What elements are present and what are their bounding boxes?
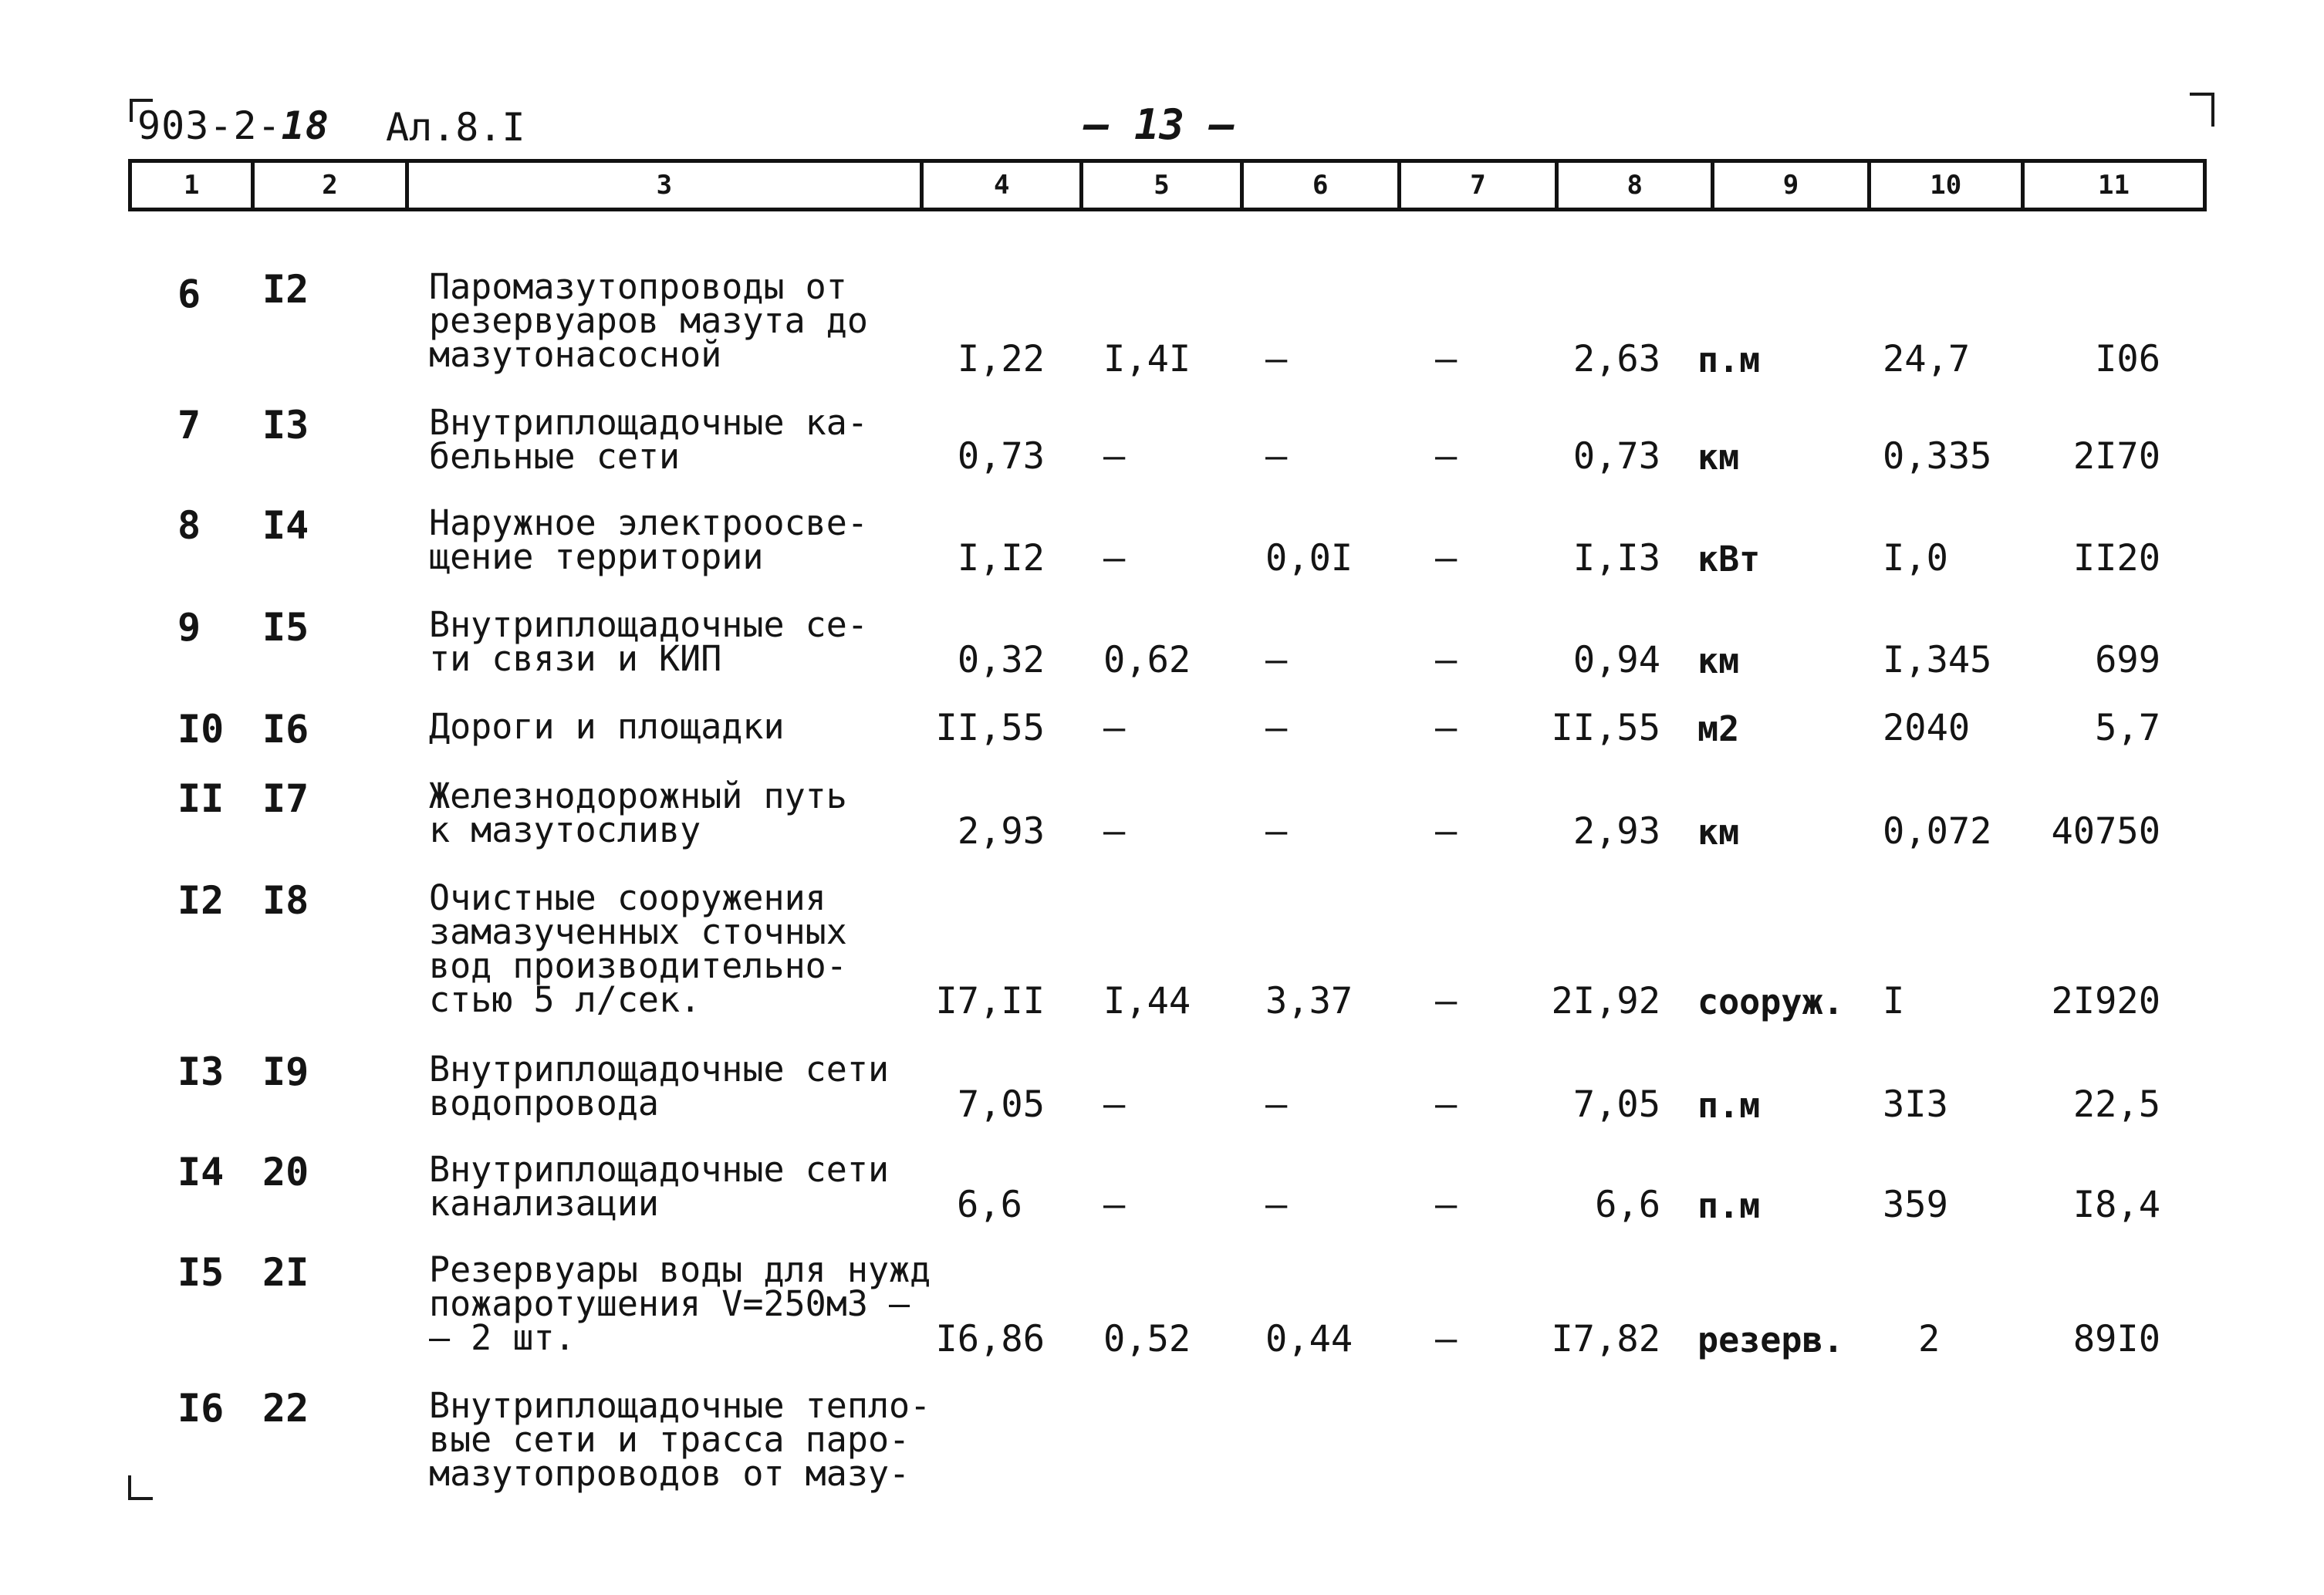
- column-header-10: 10: [1871, 163, 2025, 208]
- row-number: I4: [177, 1150, 225, 1195]
- row-value-col8: 6,6: [1595, 1184, 1660, 1226]
- row-value-col7: –: [1435, 639, 1458, 681]
- row-value-col6: –: [1265, 639, 1288, 681]
- row-value-col7: –: [1435, 435, 1458, 478]
- row-unit: км: [1697, 812, 1740, 853]
- row-value-col6: –: [1265, 435, 1288, 478]
- row-code: I7: [262, 776, 309, 821]
- row-value-col8: I,I3: [1572, 537, 1660, 580]
- row-value-col7: –: [1435, 1318, 1458, 1360]
- row-value-col11: 40750: [2051, 810, 2160, 853]
- row-value-col10: 2040: [1883, 707, 1971, 749]
- row-unit: п.м: [1697, 340, 1761, 380]
- row-description: Внутриплощадочные сети водопровода: [429, 1049, 890, 1124]
- document-code-prefix: 903-2-: [137, 103, 282, 148]
- row-value-col10: 0,335: [1883, 435, 1992, 478]
- row-description: Железнодорожный путь к мазутосливу: [429, 776, 847, 850]
- row-unit: м2: [1697, 708, 1740, 749]
- row-value-col6: 0,0I: [1265, 537, 1353, 580]
- row-value-col11: 2I70: [2072, 435, 2160, 478]
- row-value-col4: 0,32: [957, 639, 1045, 681]
- column-header-8: 8: [1559, 163, 1714, 208]
- row-value-col5: 0,52: [1103, 1318, 1191, 1360]
- row-description: Очистные сооружения замазученных сточных вод производительно- стью 5 л/сек.: [429, 877, 847, 1020]
- row-value-col6: –: [1265, 810, 1288, 853]
- row-description: Дороги и площадки: [429, 706, 785, 747]
- row-number: I0: [177, 707, 225, 752]
- column-header-5: 5: [1083, 163, 1243, 208]
- row-value-col7: –: [1435, 707, 1458, 749]
- row-value-col11: 699: [2095, 639, 2160, 681]
- row-value-col4: 0,73: [957, 435, 1045, 478]
- row-value-col5: –: [1103, 1083, 1126, 1126]
- row-code: I8: [262, 878, 309, 923]
- row-value-col11: 22,5: [2072, 1083, 2160, 1126]
- row-value-col8: 0,94: [1572, 639, 1660, 681]
- row-code: 22: [262, 1386, 309, 1431]
- row-value-col10: I,0: [1883, 537, 1948, 580]
- row-description: Паромазутопроводы от резервуаров мазута до мазутонасосной: [429, 266, 868, 375]
- document-code-handwritten: 18: [281, 103, 329, 148]
- row-description: Внутриплощадочные тепло- вые сети и трасса паро- мазутопроводов от мазу-: [429, 1385, 931, 1494]
- row-number: II: [177, 776, 225, 821]
- row-value-col11: II20: [2072, 537, 2160, 580]
- row-number: 9: [177, 605, 201, 650]
- row-value-col6: –: [1265, 1083, 1288, 1126]
- row-code: I2: [262, 267, 309, 312]
- row-code: I6: [262, 707, 309, 752]
- column-header-11: 11: [2097, 170, 2130, 201]
- row-value-col10: 359: [1883, 1184, 1948, 1226]
- row-code: 20: [262, 1150, 309, 1195]
- row-code: I9: [262, 1049, 309, 1094]
- row-value-col5: –: [1103, 707, 1126, 749]
- column-header-9: 9: [1714, 163, 1870, 208]
- row-value-col4: I,I2: [957, 537, 1045, 580]
- column-header-4: 4: [924, 163, 1083, 208]
- column-header-6: 6: [1244, 163, 1401, 208]
- row-value-col11: 5,7: [2095, 707, 2160, 749]
- row-value-col6: –: [1265, 707, 1288, 749]
- row-value-col8: 2I,92: [1551, 980, 1660, 1022]
- row-description: Внутриплощадочные се- ти связи и КИП: [429, 604, 868, 679]
- document-code: [137, 103, 329, 148]
- row-number: I6: [177, 1386, 225, 1431]
- row-description: Внутриплощадочные ка- бельные сети: [429, 402, 868, 477]
- row-value-col5: –: [1103, 435, 1126, 478]
- row-value-col6: 3,37: [1265, 980, 1353, 1022]
- row-unit: резерв.: [1697, 1320, 1844, 1360]
- row-unit: сооруж.: [1697, 982, 1844, 1022]
- row-unit: п.м: [1697, 1085, 1761, 1126]
- row-value-col10: 3I3: [1883, 1083, 1948, 1126]
- row-value-col10: 0,072: [1883, 810, 1992, 853]
- row-number: I2: [177, 878, 225, 923]
- row-code: I4: [262, 503, 309, 548]
- row-unit: км: [1697, 437, 1740, 478]
- row-value-col10: 2: [1918, 1318, 1941, 1360]
- row-unit: кВт: [1697, 539, 1761, 580]
- row-value-col8: I7,82: [1551, 1318, 1660, 1360]
- row-value-col11: I8,4: [2072, 1184, 2160, 1226]
- column-header-2: 2: [255, 163, 408, 208]
- row-code: 2I: [262, 1250, 309, 1295]
- row-value-col4: 7,05: [957, 1083, 1045, 1126]
- row-number: 7: [177, 403, 201, 448]
- row-value-col10: I,345: [1883, 639, 1992, 681]
- row-value-col7: –: [1435, 537, 1458, 580]
- row-value-col7: –: [1435, 980, 1458, 1022]
- row-value-col8: 2,93: [1572, 810, 1660, 853]
- row-value-col4: I,22: [957, 338, 1045, 380]
- row-value-col10: I: [1883, 980, 1905, 1022]
- row-value-col5: I,44: [1103, 980, 1191, 1022]
- row-value-col7: –: [1435, 1083, 1458, 1126]
- column-header-1: 1: [132, 163, 255, 208]
- row-number: 6: [177, 272, 201, 316]
- row-description: Резервуары воды для нужд пожаротушения V=250м3 – – 2 шт.: [429, 1249, 931, 1358]
- row-value-col4: II,55: [935, 707, 1045, 749]
- row-unit: км: [1697, 640, 1740, 681]
- row-value-col8: 0,73: [1572, 435, 1660, 478]
- row-value-col7: –: [1435, 810, 1458, 853]
- row-value-col11: 89I0: [2072, 1318, 2160, 1360]
- row-value-col7: –: [1435, 338, 1458, 380]
- row-value-col4: 6,6: [957, 1184, 1022, 1226]
- row-code: I5: [262, 605, 309, 650]
- row-value-col8: 7,05: [1572, 1083, 1660, 1126]
- column-number-header: [128, 159, 2207, 211]
- row-value-col5: –: [1103, 1184, 1126, 1226]
- row-value-col4: I6,86: [935, 1318, 1045, 1360]
- row-description: Наружное электроосве- щение территории: [429, 502, 868, 577]
- row-number: 8: [177, 503, 201, 548]
- row-value-col5: I,4I: [1103, 338, 1191, 380]
- row-unit: п.м: [1697, 1185, 1761, 1226]
- row-value-col6: –: [1265, 338, 1288, 380]
- row-number: I3: [177, 1049, 225, 1094]
- frame-corner-bottom-left: [128, 1475, 153, 1500]
- row-value-col6: –: [1265, 1184, 1288, 1226]
- row-value-col10: 24,7: [1883, 338, 1971, 380]
- row-value-col5: –: [1103, 537, 1126, 580]
- row-value-col7: –: [1435, 1184, 1458, 1226]
- row-value-col11: 2I920: [2051, 980, 2160, 1022]
- row-value-col5: –: [1103, 810, 1126, 853]
- sheet-label: Ал.8.I: [386, 105, 525, 150]
- row-code: I3: [262, 403, 309, 448]
- row-description: Внутриплощадочные сети канализации: [429, 1149, 890, 1224]
- row-value-col6: 0,44: [1265, 1318, 1353, 1360]
- row-value-col4: 2,93: [957, 810, 1045, 853]
- page-number: — 13 —: [1084, 100, 1235, 149]
- row-value-col8: 2,63: [1572, 338, 1660, 380]
- row-number: I5: [177, 1250, 225, 1295]
- row-value-col8: II,55: [1551, 707, 1660, 749]
- row-value-col4: I7,II: [935, 980, 1045, 1022]
- row-value-col5: 0,62: [1103, 639, 1191, 681]
- row-value-col11: I06: [2095, 338, 2160, 380]
- frame-corner-top-right: [2190, 93, 2214, 127]
- column-header-7: 7: [1401, 163, 1559, 208]
- column-header-3: 3: [409, 163, 924, 208]
